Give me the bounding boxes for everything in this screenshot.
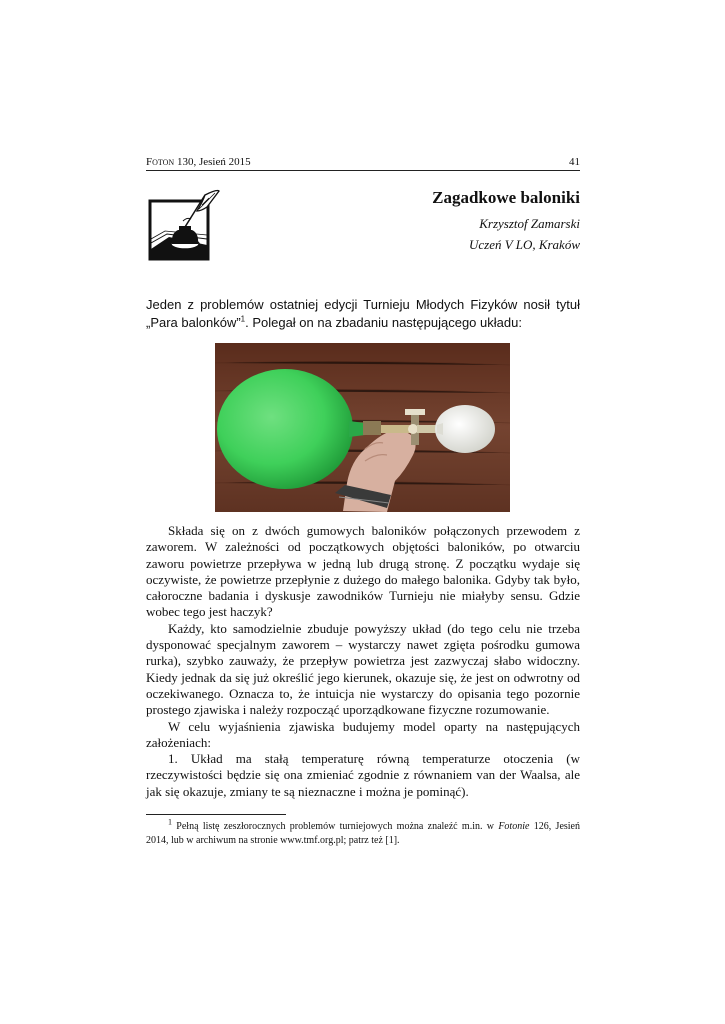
intro-text: Jeden z problemów ostatniej edycji Turnieju Młodych Fizyków nosił tytuł „Para balonków” [146, 297, 580, 330]
intro-text-end: . Polegał on na zbadaniu następującego układu: [245, 315, 522, 330]
paragraph: W celu wyjaśnienia zjawiska budujemy model oparty na następujących założeniach: [146, 718, 580, 750]
paragraph: Składa się on z dwóch gumowych baloników połączonych przewodem z zaworem. W zależności od początkowych objętości baloników, po otwarciu zaworu powietrze przepływa w jedną lub drugą stronę. Z początku wydaje się oczywiste, że powietrze przepłynie z dużego do małego balonika. Gdyby tak było, całoroczne badania i dyskusje zawodników Turnieju nie miałyby sensu. Gdzie wobec tego jest haczyk? [146, 523, 580, 620]
footnote-ref: 1 [240, 314, 246, 324]
article-title: Zagadkowe baloniki [432, 188, 580, 207]
footnote-text-end: 126, Jesień 2014, lub w archiwum na stronie www.tmf.org.pl; patrz też [1]. [146, 821, 580, 846]
article-author: Krzysztof Zamarski [479, 216, 580, 231]
footnote-italic: Fotonie [498, 821, 530, 832]
header-rule [146, 170, 580, 171]
two-balloons-valve-photo [215, 343, 510, 512]
inkwell-quill-icon [147, 189, 221, 261]
journal-issue: 130, Jesień 2015 [174, 156, 251, 168]
footnote [146, 817, 580, 848]
paragraph: Każdy, kto samodzielnie zbuduje powyższy układ (do tego celu nie trzeba dysponować specjalnym zaworem – wystarczy nawet zgięta pośrodku gumowa rurka), szybko zauważy, że przepływ powietrza jest zazwyczaj słabo widoczny. Kiedy jednak da się już określić jego kierunek, okazuje się, że jest on odwrotny od oczekiwanego. Oznacza to, że intuicja nie wystarczy do opisania tego pozornie prostego zjawiska i należy rozpocząć uporządkowane fizyczne rozumowanie. [146, 620, 580, 718]
footnote-mark: 1 [168, 817, 172, 827]
paragraph: 1. Układ ma stałą temperaturę równą temperaturze otoczenia (w rzeczywistości będzie się ona zmieniać zgodnie z równaniem van der Waalsa, ale jak się okazuje, zmiany te są nieznaczne i można je pominąć). [146, 751, 580, 799]
footnote-rule [146, 814, 286, 815]
journal-name: Foton [146, 156, 175, 168]
journal-info [146, 156, 251, 168]
body-text [146, 523, 580, 800]
footnote-text: Pełną listę zeszłorocznych problemów turniejowych można znaleźć m.in. w [172, 821, 499, 832]
author-affiliation: Uczeń V LO, Kraków [469, 237, 580, 252]
page-number: 41 [569, 156, 580, 168]
intro-paragraph [146, 296, 580, 332]
